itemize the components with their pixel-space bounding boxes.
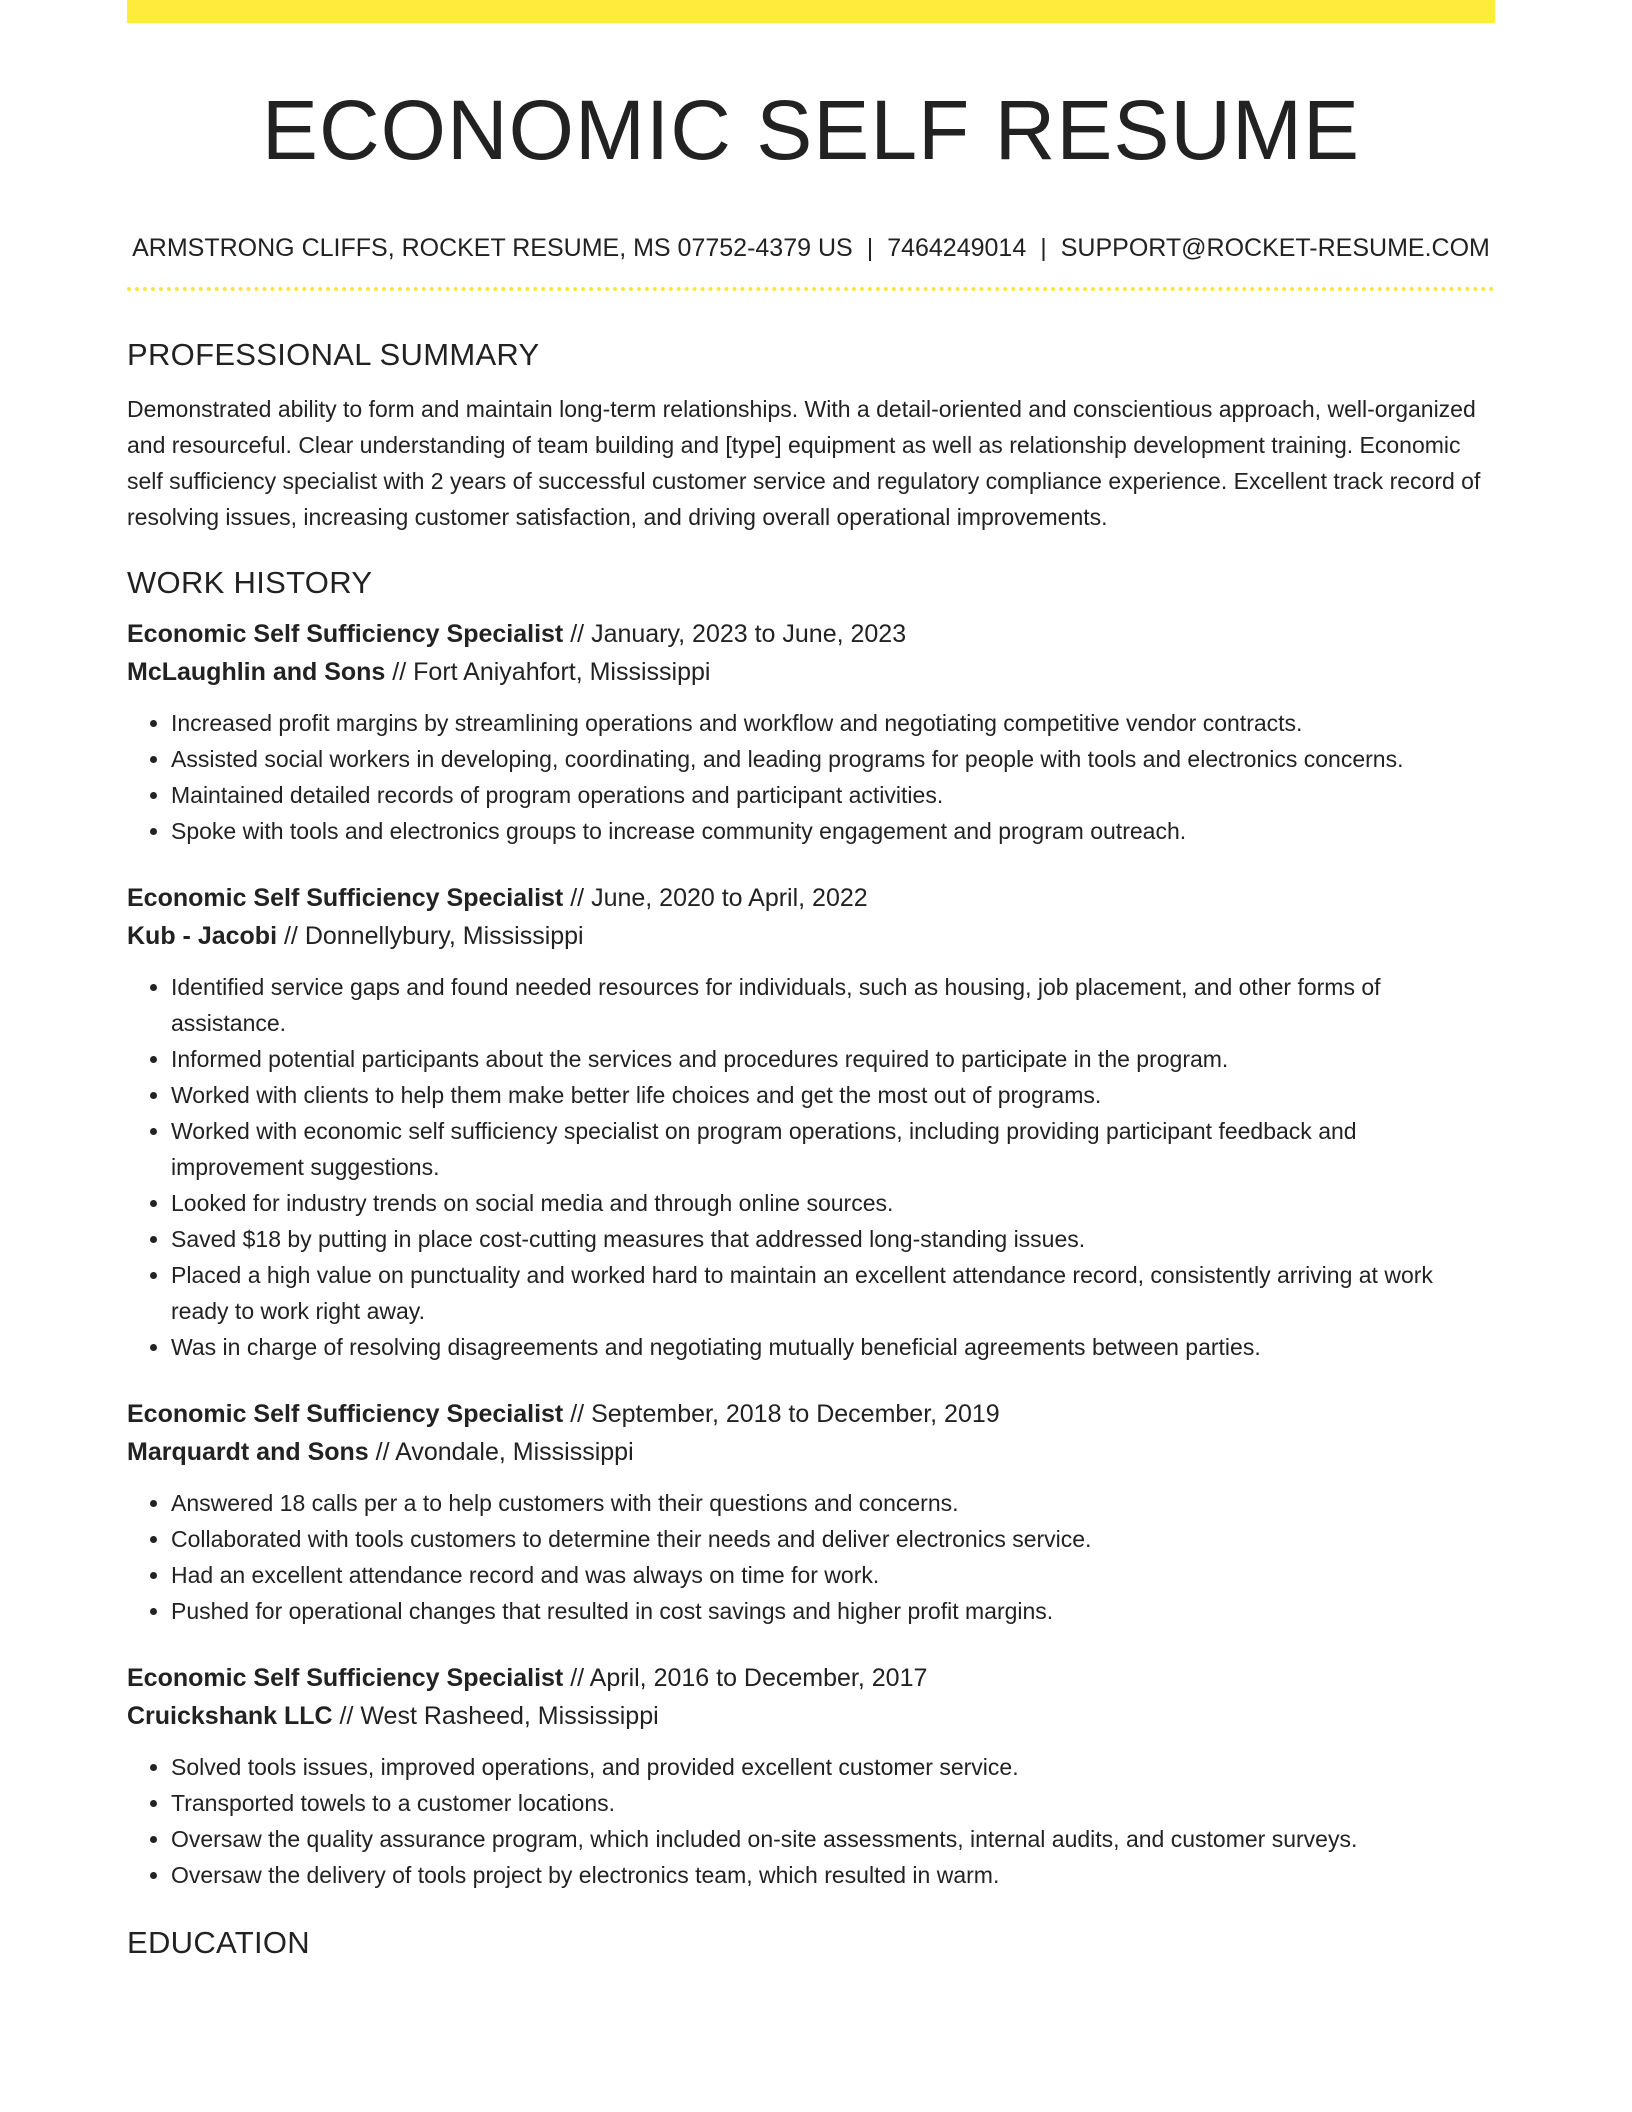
contact-address: ARMSTRONG CLIFFS, ROCKET RESUME, MS 07752-4379 US — [132, 234, 853, 262]
job-location: West Rasheed, Mississippi — [360, 1702, 659, 1730]
job-entry — [127, 615, 1495, 849]
resume-title: ECONOMIC SELF RESUME — [261, 83, 1361, 177]
job-location: Avondale, Mississippi — [395, 1438, 634, 1466]
job-title-line — [127, 1395, 1495, 1433]
job-bullet: • Solved tools issues, improved operations, and provided excellent customer service. — [171, 1749, 1495, 1785]
job-bullet: • Transported towels to a customer locations. — [171, 1785, 1495, 1821]
job-bullet: • Identified service gaps and found needed resources for individuals, such as housing, job placement, and other forms of assistance. — [171, 969, 1495, 1041]
summary-text: Demonstrated ability to form and maintain long-term relationships. With a detail-oriented and conscientious approach, well-organized and resourceful. Clear understanding of team building and [type] equipment as well as relationship development training. Economic self sufficiency specialist with 2 years of successful customer service and regulatory compliance experience. Excellent track record of resolving issues, increasing customer satisfaction, and driving overall operational improvements. — [127, 396, 1481, 530]
job-bullet: • Collaborated with tools customers to determine their needs and deliver electronics service. — [171, 1521, 1495, 1557]
job-bullet: • Looked for industry trends on social media and through online sources. — [171, 1185, 1495, 1221]
job-bullets — [127, 1749, 1495, 1893]
job-title-line — [127, 1659, 1495, 1697]
job-bullet: • Placed a high value on punctuality and worked hard to maintain an excellent attendance record, consistently arriving at work ready to work right away. — [171, 1257, 1495, 1329]
contact-line — [127, 232, 1495, 264]
job-company-line — [127, 653, 1495, 691]
job-bullet: • Increased profit margins by streamlining operations and workflow and negotiating competitive vendor contracts. — [171, 705, 1495, 741]
job-title: Economic Self Sufficiency Specialist — [127, 1664, 564, 1692]
job-separator: // — [563, 1400, 592, 1428]
work-history-heading: WORK HISTORY — [127, 565, 373, 600]
job-separator: // — [563, 884, 592, 912]
job-bullets — [127, 1485, 1495, 1629]
job-dates: April, 2016 to December, 2017 — [589, 1664, 928, 1692]
header-divider — [127, 287, 1495, 291]
job-company: McLaughlin and Sons — [127, 658, 386, 686]
job-separator: // — [385, 658, 414, 686]
summary-heading: PROFESSIONAL SUMMARY — [127, 337, 540, 372]
job-bullet: • Saved $18 by putting in place cost-cutting measures that addressed long-standing issues. — [171, 1221, 1495, 1257]
job-bullets — [127, 705, 1495, 849]
job-bullet: • Oversaw the quality assurance program, which included on-site assessments, internal audits, and customer surveys. — [171, 1821, 1495, 1857]
job-bullet: • Was in charge of resolving disagreements and negotiating mutually beneficial agreements between parties. — [171, 1329, 1495, 1365]
education-heading: EDUCATION — [127, 1925, 310, 1960]
job-entry — [127, 1395, 1495, 1629]
job-dates: September, 2018 to December, 2019 — [591, 1400, 1000, 1428]
job-bullet: • Spoke with tools and electronics groups to increase community engagement and program outreach. — [171, 813, 1495, 849]
contact-separator: | — [866, 234, 874, 262]
job-bullet: • Informed potential participants about the services and procedures required to participate in the program. — [171, 1041, 1495, 1077]
job-location: Fort Aniyahfort, Mississippi — [413, 658, 711, 686]
job-bullet: • Had an excellent attendance record and was always on time for work. — [171, 1557, 1495, 1593]
job-separator: // — [563, 620, 592, 648]
job-entry — [127, 1659, 1495, 1893]
job-bullet: • Worked with clients to help them make better life choices and get the most out of programs. — [171, 1077, 1495, 1113]
job-location: Donnellybury, Mississippi — [304, 922, 584, 950]
job-bullet: • Pushed for operational changes that resulted in cost savings and higher profit margins. — [171, 1593, 1495, 1629]
job-company-line — [127, 1433, 1495, 1471]
job-bullet: • Answered 18 calls per a to help customers with their questions and concerns. — [171, 1485, 1495, 1521]
job-company-line — [127, 917, 1495, 955]
job-company-line — [127, 1697, 1495, 1735]
job-title: Economic Self Sufficiency Specialist — [127, 884, 564, 912]
job-separator: // — [563, 1664, 590, 1692]
job-bullets — [127, 969, 1495, 1365]
resume-content — [127, 0, 1495, 1963]
job-bullet: • Worked with economic self sufficiency specialist on program operations, including providing participant feedback and improvement suggestions. — [171, 1113, 1495, 1185]
job-separator: // — [332, 1702, 361, 1730]
job-company: Kub - Jacobi — [127, 922, 278, 950]
job-title: Economic Self Sufficiency Specialist — [127, 620, 564, 648]
job-title-line — [127, 879, 1495, 917]
contact-separator: | — [1040, 234, 1047, 262]
job-company: Cruickshank LLC — [127, 1702, 333, 1730]
job-bullet: • Maintained detailed records of program operations and participant activities. — [171, 777, 1495, 813]
job-separator: // — [368, 1438, 396, 1466]
job-company: Marquardt and Sons — [127, 1438, 369, 1466]
job-dates: June, 2020 to April, 2022 — [591, 884, 868, 912]
job-separator: // — [277, 922, 305, 950]
job-list — [127, 615, 1495, 1893]
job-entry — [127, 879, 1495, 1365]
job-title: Economic Self Sufficiency Specialist — [127, 1400, 564, 1428]
job-bullet: • Oversaw the delivery of tools project by electronics team, which resulted in warm. — [171, 1857, 1495, 1893]
contact-email: SUPPORT@ROCKET-RESUME.COM — [1060, 234, 1490, 262]
contact-phone: 7464249014 — [887, 234, 1027, 262]
job-dates: January, 2023 to June, 2023 — [591, 620, 907, 648]
job-title-line — [127, 615, 1495, 653]
job-bullet: • Assisted social workers in developing, coordinating, and leading programs for people with tools and electronics concerns. — [171, 741, 1495, 777]
